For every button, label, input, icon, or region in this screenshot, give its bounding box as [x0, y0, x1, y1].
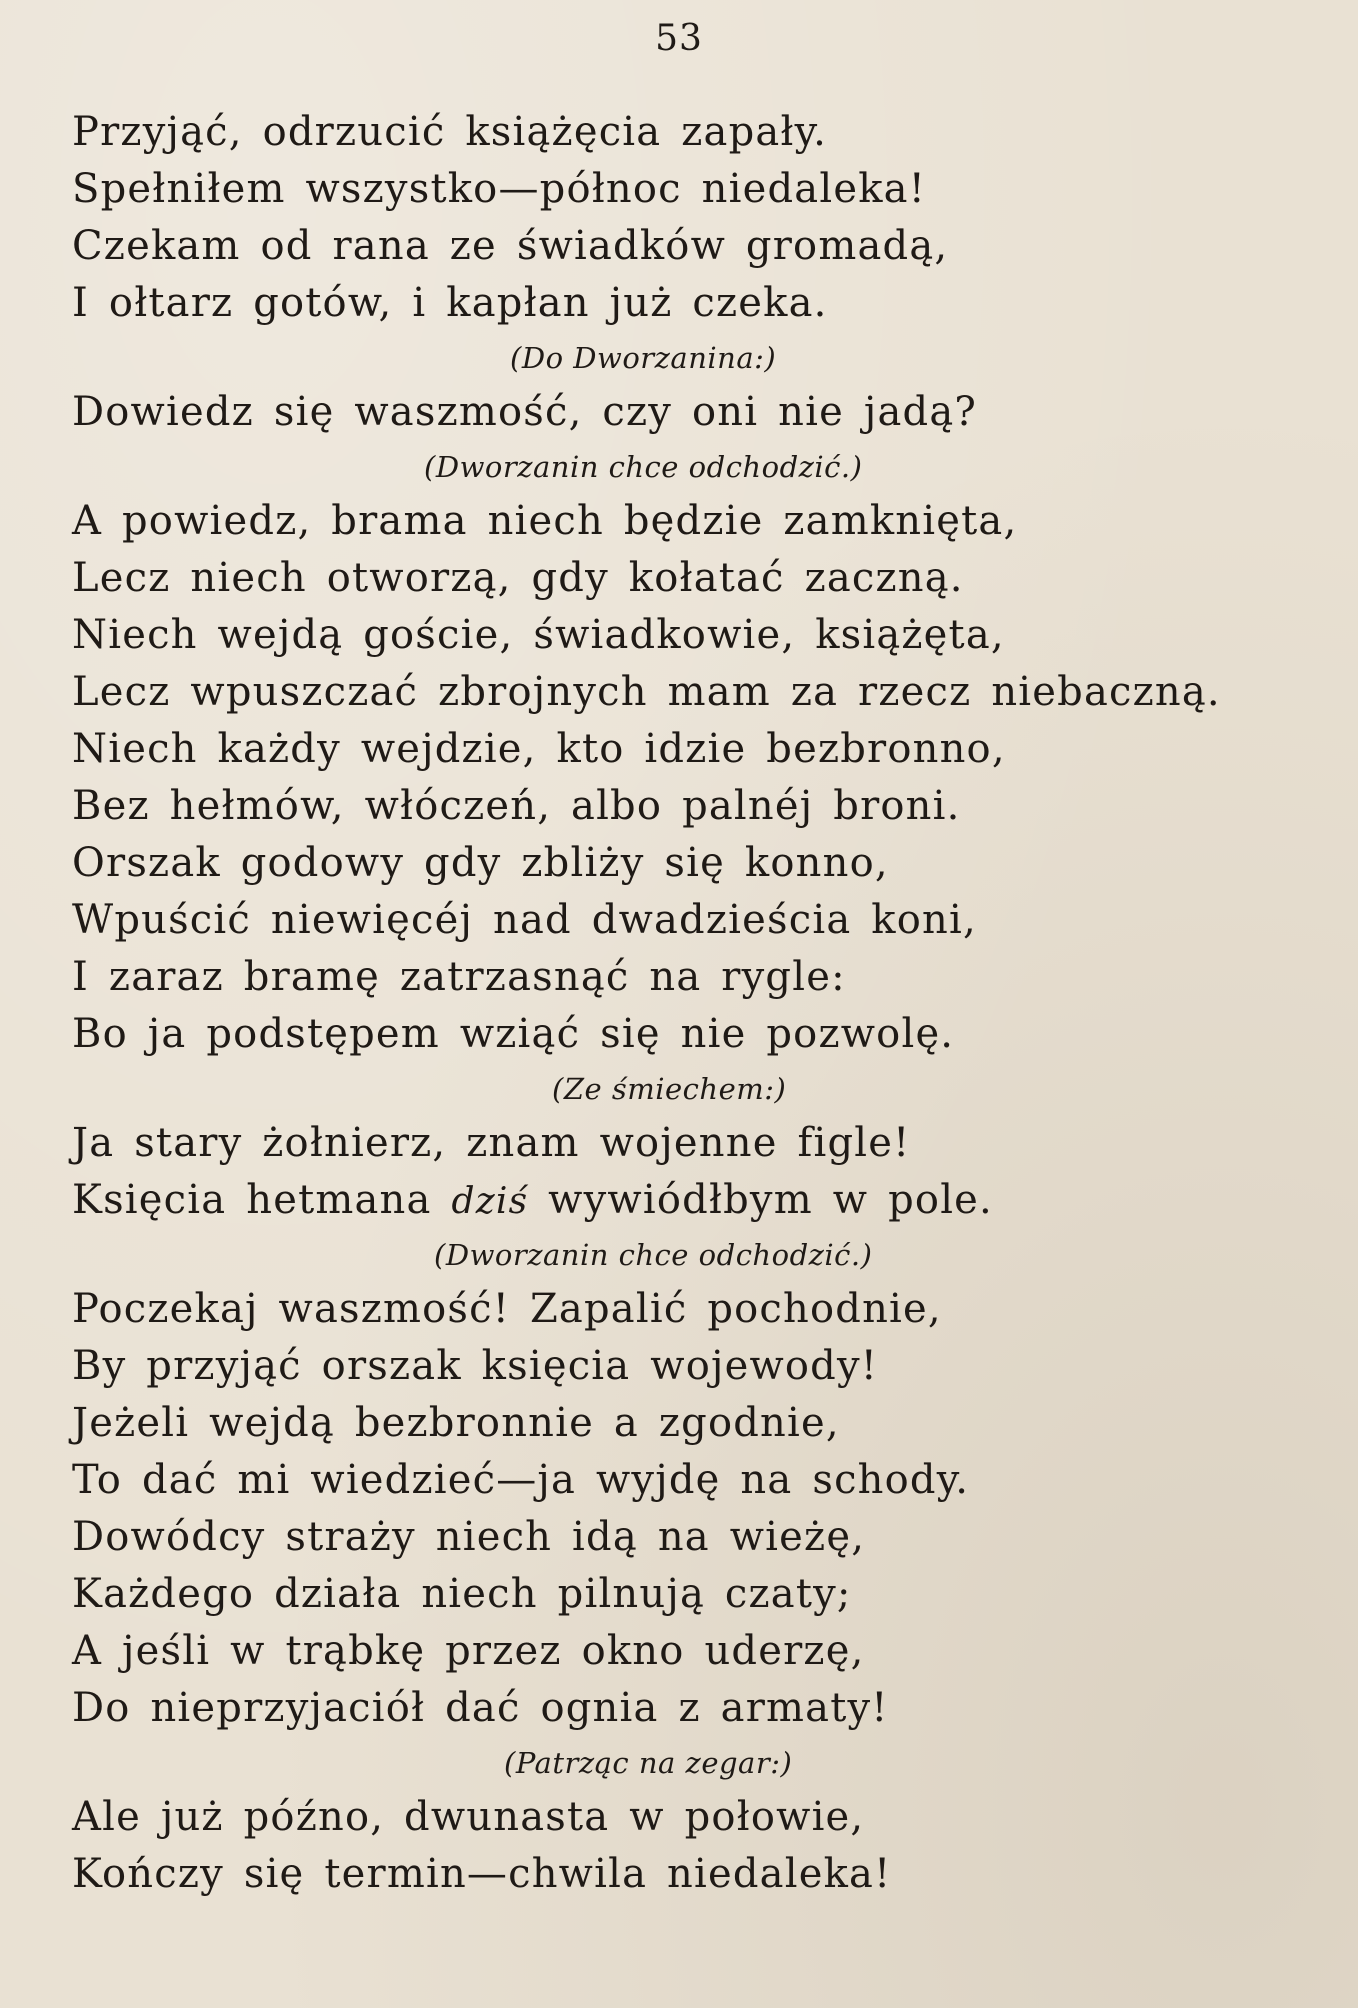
verse-line: Kończy się termin—chwila niedaleka! — [72, 1851, 892, 1897]
verse-line: Jeżeli wejdą bezbronnie a zgodnie, — [72, 1400, 840, 1446]
verse-line: A powiedz, brama niech będzie zamknięta, — [72, 498, 1018, 544]
stage-direction: (Patrząc na zegar:) — [504, 1746, 793, 1780]
verse-line: Ale już późno, dwunasta w połowie, — [72, 1794, 865, 1840]
emphasized-word: dziś — [451, 1181, 529, 1222]
verse-line: Ja stary żołnierz, znam wojenne figle! — [72, 1120, 911, 1166]
verse-line: Lecz wpuszczać zbrojnych mam za rzecz niebaczną. — [72, 669, 1221, 715]
verse-line: Niech każdy wejdzie, kto idzie bezbronno, — [72, 726, 1006, 772]
verse-line: Spełniłem wszystko—północ niedaleka! — [72, 166, 926, 212]
page-number: 53 — [655, 18, 703, 59]
verse-line — [72, 1172, 1342, 1229]
verse-line: Poczekaj waszmość! Zapalić pochodnie, — [72, 1286, 942, 1332]
verse-line: Bez hełmów, włóczeń, albo palnéj broni. — [72, 783, 961, 829]
drama-text — [72, 104, 1342, 1903]
stage-direction: (Dworzanin chce odchodzić.) — [424, 450, 863, 484]
verse-line: Czekam od rana ze świadków gromadą, — [72, 223, 949, 269]
verse-line: Każdego działa niech pilnują czaty; — [72, 1571, 852, 1617]
verse-line: By przyjąć orszak księcia wojewody! — [72, 1343, 879, 1389]
verse-line: A jeśli w trąbkę przez okno uderzę, — [72, 1628, 865, 1674]
verse-line: To dać mi wiedzieć—ja wyjdę na schody. — [72, 1457, 970, 1503]
verse-text: wywiódłbym w pole. — [528, 1177, 993, 1223]
verse-line: Dowódcy straży niech idą na wieżę, — [72, 1514, 866, 1560]
verse-line: Orszak godowy gdy zbliży się konno, — [72, 840, 889, 886]
verse-line: I ołtarz gotów, i kapłan już czeka. — [72, 280, 828, 326]
verse-line: Do nieprzyjaciół dać ognia z armaty! — [72, 1685, 889, 1731]
verse-line: I zaraz bramę zatrzasnąć na rygle: — [72, 954, 846, 1000]
stage-direction: (Dworzanin chce odchodzić.) — [434, 1238, 873, 1272]
stage-direction: (Ze śmiechem:) — [552, 1072, 787, 1106]
verse-line: Niech wejdą goście, świadkowie, książęta, — [72, 612, 1005, 658]
verse-text: Księcia hetmana — [72, 1177, 452, 1223]
verse-line: Przyjąć, odrzucić książęcia zapały. — [72, 109, 827, 155]
verse-line: Bo ja podstępem wziąć się nie pozwolę. — [72, 1011, 955, 1057]
verse-line: Dowiedz się waszmość, czy oni nie jadą? — [72, 389, 978, 435]
stage-direction: (Do Dworzanina:) — [510, 341, 777, 375]
verse-line: Lecz niech otworzą, gdy kołatać zaczną. — [72, 555, 964, 601]
verse-line: Wpuścić niewięcéj nad dwadzieścia koni, — [72, 897, 977, 943]
